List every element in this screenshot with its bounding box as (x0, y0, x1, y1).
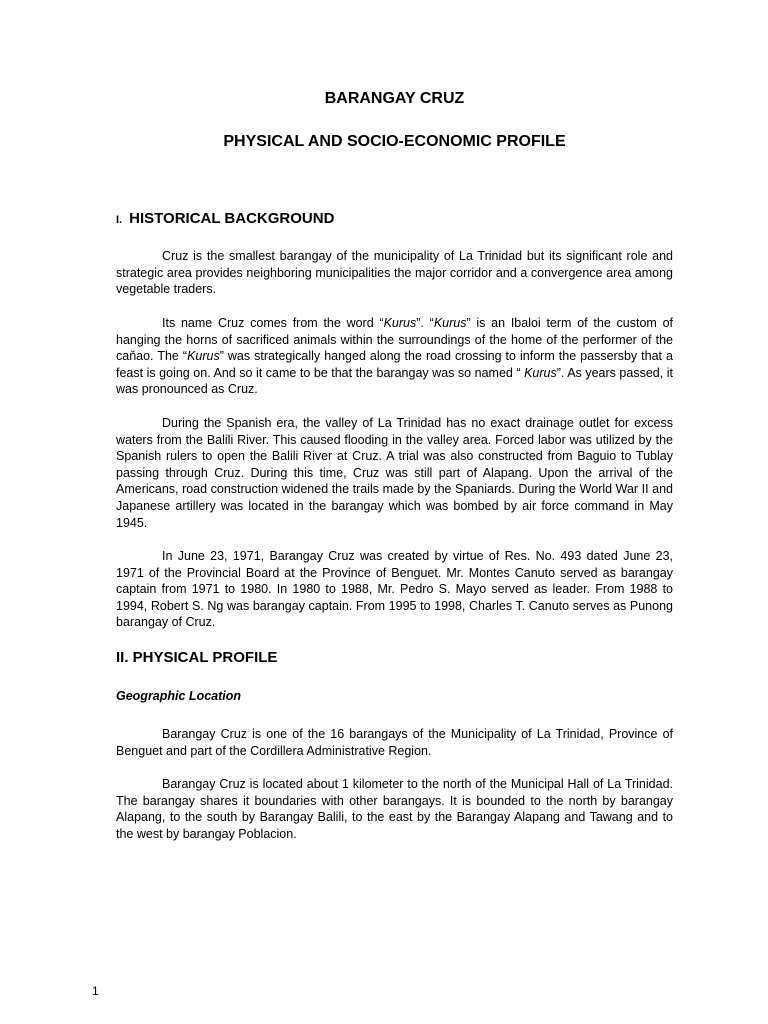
paragraph-boundaries: Barangay Cruz is located about 1 kilometer to the north of the Municipal Hall of La Trinidad. The barangay shares it boundaries with other barangays. It is bounded to the north by barangay Alapang, to the south by Barangay Balili, to the east by the Barangay Alapang and Tawang and to the west by barangay Poblacion. (116, 777, 673, 841)
italic-term: Kurus (433, 316, 467, 330)
section-title: HISTORICAL BACKGROUND (129, 210, 335, 227)
section-heading-historical (116, 210, 334, 227)
section-heading-physical: II. PHYSICAL PROFILE (116, 649, 278, 666)
paragraph-spanish-era: During the Spanish era, the valley of La Trinidad has no exact drainage outlet for excess waters from the Balili River. This caused flooding in the valley area. Forced labor was utilized by the Spanish rulers to open the Balili River at Cruz. A trial was also constructed from Baguio to Tublay passing through Cruz. During this time, Cruz was still part of Alapang. Upon the arrival of the Americans, road construction widened the trails made by the Spaniards. During the World War II and Japanese artillery was located in the barangay which was bombed by air force command in May 1945. (116, 416, 673, 530)
text-run: ” was strategically hanged along the road crossing to inform the passersby that a feast is going on. And so it came to be that the barangay was so named “ (116, 349, 673, 380)
italic-term: Kurus (187, 349, 220, 364)
paragraph-intro: Cruz is the smallest barangay of the municipality of La Trinidad but its significant role and strategic area provides neighboring municipalities the major corridor and a convergence area among vegetable traders. (116, 249, 673, 297)
page-number: 1 (92, 984, 99, 998)
document-subtitle: PHYSICAL AND SOCIO-ECONOMIC PROFILE (223, 133, 566, 150)
text-run: Its name Cruz comes from the word “ (162, 316, 384, 330)
italic-term: Kurus (524, 365, 557, 380)
text-run: ”. As years passed, it was pronounced as Cruz. (116, 365, 673, 397)
subheading-geographic-location: Geographic Location (116, 689, 242, 703)
document-page (116, 0, 673, 1024)
section-number: I. (116, 214, 123, 226)
italic-term: Kurus (383, 316, 417, 330)
paragraph-name-origin (116, 315, 673, 398)
text-run: ” is an Ibaloi term of the custom of hanging the horns of sacrificed animals within the surroundings of the home of the performer of the caňao. The “ (116, 316, 673, 364)
document-title: BARANGAY CRUZ (324, 90, 465, 107)
paragraph-location: Barangay Cruz is one of the 16 barangays of the Municipality of La Trinidad, Province of Benguet and part of the Cordillera Administrative Region. (116, 727, 673, 758)
paragraph-creation: In June 23, 1971, Barangay Cruz was created by virtue of Res. No. 493 dated June 23, 1971 of the Provincial Board at the Province of Benguet. Mr. Montes Canuto served as barangay captain from 1971 to 1980. In 1980 to 1988, Mr. Pedro S. Mayo served as leader. From 1988 to 1994, Robert S. Ng was barangay captain. From 1995 to 1998, Charles T. Canuto serves as Punong barangay of Cruz. (116, 549, 673, 630)
text-run: ”. “ (416, 316, 434, 330)
